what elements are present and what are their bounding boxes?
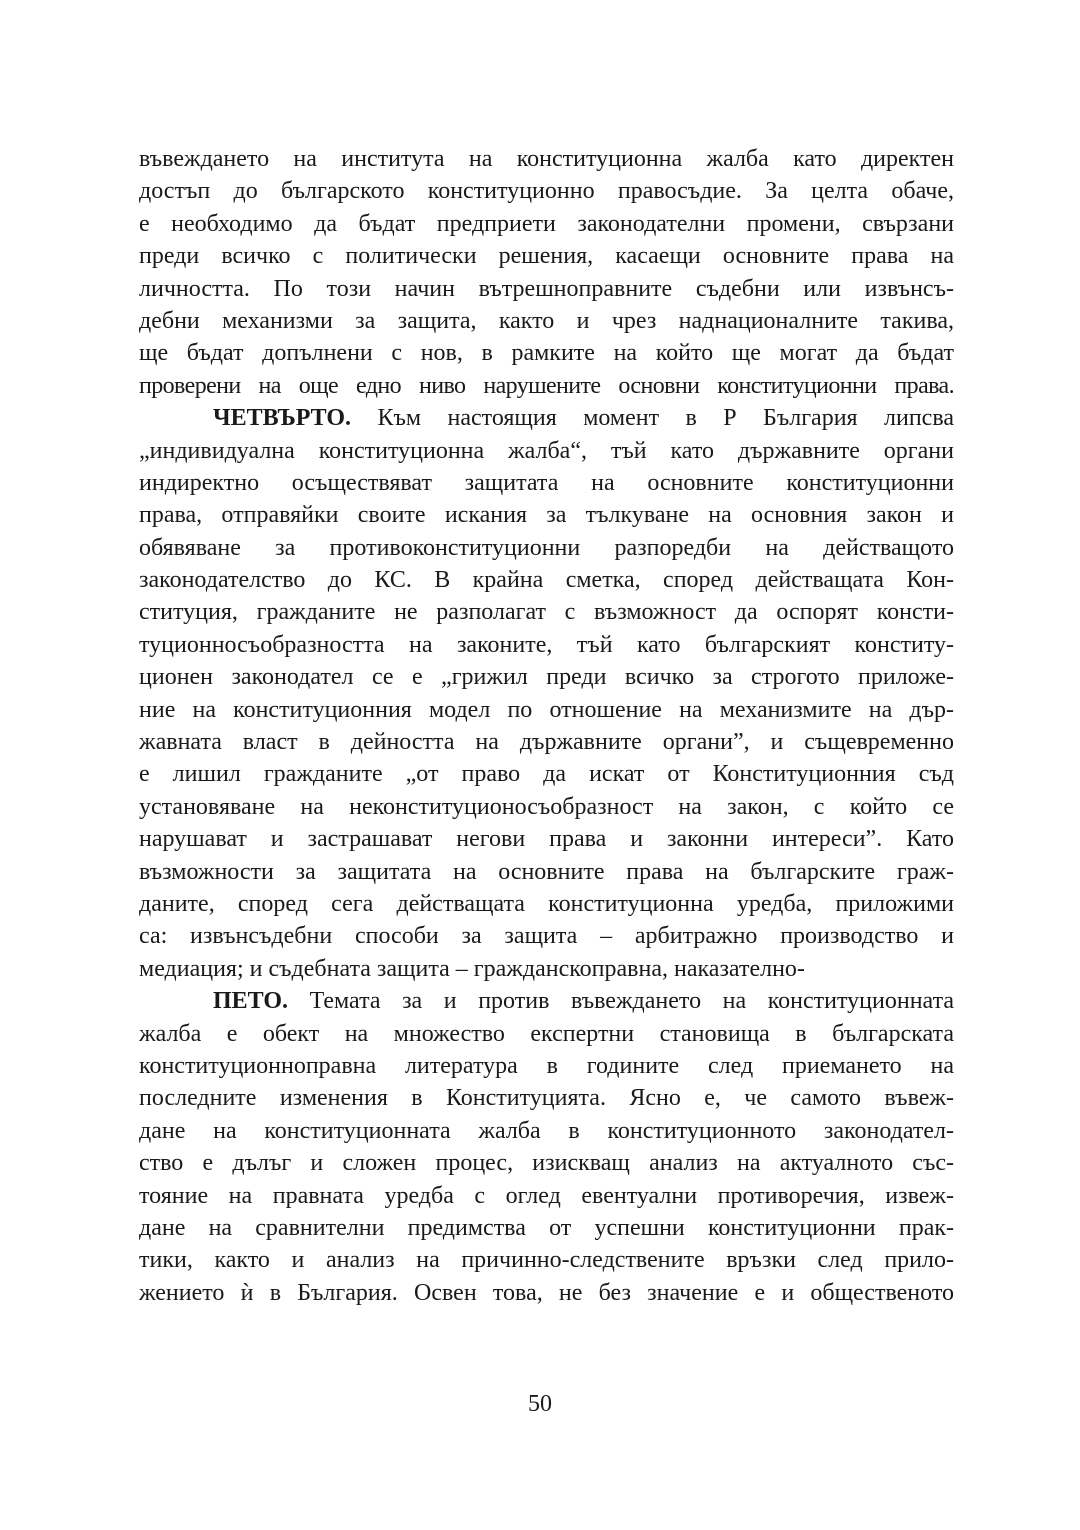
page-number: 50: [528, 1391, 552, 1417]
text-line: тояние на правната уредба с оглед евентуални противоречия, извеж-: [139, 1182, 954, 1209]
text-line: даните, според сега действащата конституционна уредба, приложими: [139, 890, 954, 917]
text-line: са: извънсъдебни способи за защита – арбитражно производство и: [139, 923, 954, 950]
text-line: е необходимо да бъдат предприети законодателни промени, свързани: [139, 210, 954, 237]
paragraph-1: [139, 143, 954, 402]
body-text: [139, 143, 954, 1309]
text-run: Към настоящия момент в Р България липсва: [351, 405, 954, 432]
text-line: дебни механизми за защита, както и чрез наднационалните такива,: [139, 307, 954, 334]
section-heading-fourth: ЧЕТВЪРТО.: [213, 405, 352, 432]
text-line: въвеждането на института на конституционна жалба като директен: [139, 146, 954, 172]
section-heading-fifth: ПЕТО.: [213, 988, 289, 1015]
text-line: ституция, гражданите не разполагат с възможност да оспорят консти-: [139, 599, 954, 626]
text-line: достъп до българското конституционно правосъдие. За целта обаче,: [139, 178, 954, 205]
text-line: личността. По този начин вътрешноправните съдебни или извънсъ-: [139, 275, 954, 302]
text-line: права, отправяйки своите искания за тълкуване на основния закон и: [139, 502, 954, 529]
paragraph-3: [139, 985, 954, 1309]
text-line: индиректно осъществяват защитата на основните конституционни: [139, 469, 954, 496]
text-line: конституционноправна литература в годините след приемането на: [139, 1052, 954, 1079]
text-line: [139, 402, 954, 434]
text-line: жението ѝ в България. Освен това, не без значение е и общественото: [139, 1279, 954, 1306]
text-line: нарушават и застрашават негови права и законни интереси”. Като: [139, 826, 954, 853]
text-line: туционносъобразността на законите, тъй като българският конститу-: [139, 631, 954, 658]
text-line: възможности за защитата на основните права на българските граж-: [139, 858, 954, 885]
text-line: тики, както и анализ на причинно-следствените връзки след прило-: [139, 1247, 954, 1274]
text-line: дане на конституционната жалба в конституционното законодател-: [139, 1117, 954, 1144]
text-line: жавната власт в дейността на държавните органи”, и същевременно: [139, 729, 954, 756]
text-line: установяване на неконституционосъобразност на закон, с който се: [139, 793, 954, 820]
text-line: „индивидуална конституционна жалба“, тъй като държавните органи: [139, 437, 954, 464]
text-run: Темата за и против въвеждането на конституционната: [288, 988, 954, 1015]
text-line: жалба е обект на множество експертни становища в българската: [139, 1020, 954, 1047]
paragraph-2: [139, 402, 954, 985]
text-line: ционен законодател се е „грижил преди всичко за строгото приложе-: [139, 664, 954, 691]
text-line: [139, 985, 954, 1017]
text-line: обявяване за противоконституционни разпоредби на действащото: [139, 534, 954, 561]
text-line: ние на конституционния модел по отношение на механизмите на дър-: [139, 696, 954, 723]
text-line: преди всичко с политически решения, касаещи основните права на: [139, 243, 954, 270]
text-line: ще бъдат допълнени с нов, в рамките на който ще могат да бъдат: [139, 340, 954, 367]
text-line: ство е дълъг и сложен процес, изискващ анализ на актуалното със-: [139, 1150, 954, 1177]
text-line: е лишил гражданите „от право да искат от Конституционния съд: [139, 761, 954, 788]
text-line: последните изменения в Конституцията. Ясно е, че самото въвеж-: [139, 1085, 954, 1112]
text-line: проверени на още едно ниво нарушените основни конституционни права.: [139, 372, 954, 399]
text-line: медиация; и съдебната защита – гражданскоправна, наказателно-: [139, 955, 805, 982]
text-line: дане на сравнителни предимства от успешни конституционни прак-: [139, 1214, 954, 1241]
text-line: законодателство до КС. В крайна сметка, според действащата Кон-: [139, 567, 954, 594]
